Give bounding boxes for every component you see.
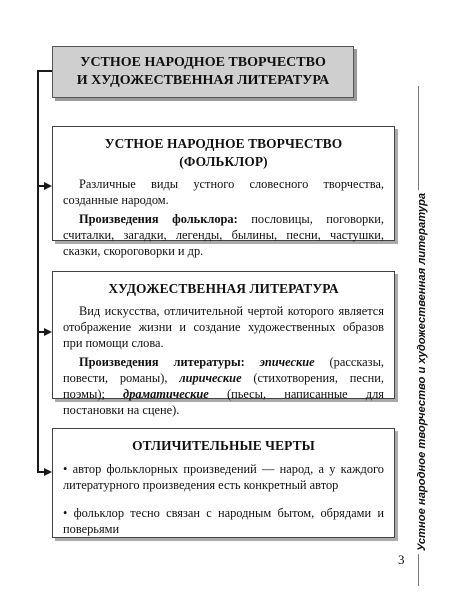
feature-item-author: • автор фольклорных произведений — народ, а у каждого литературного произведения есть конкретный автор (63, 462, 384, 492)
features-title: ОТЛИЧИТЕЛЬНЫЕ ЧЕРТЫ (132, 438, 315, 453)
arrow-to-folklore (44, 182, 52, 190)
connector-to-header (37, 70, 52, 72)
epic-text: (рассказы, повести, романы), (63, 355, 384, 385)
side-running-title: Устное народное творчество и художественная литература (416, 190, 428, 554)
feature-item-folk-life: • фольклор тесно связан с народным бытом, обрядами и поверьями (63, 506, 384, 536)
folklore-works-label: Произведения фольклора: (79, 212, 238, 226)
lyric-text: (стихотворения, песни, поэмы); (63, 371, 384, 401)
drama-text: (пьесы, написанные для постановки на сцене). (63, 387, 384, 417)
arrow-to-literature (44, 328, 52, 336)
literature-title: ХУДОЖЕСТВЕННАЯ ЛИТЕРАТУРА (108, 281, 339, 296)
arrow-to-features (44, 468, 52, 476)
lyric-label: лирические (179, 371, 242, 385)
header-line-2: И ХУДОЖЕСТВЕННАЯ ЛИТЕРАТУРА (76, 73, 330, 88)
literature-works-label: Произведения литературы: (79, 355, 245, 369)
drama-label: драматические (123, 387, 209, 401)
features-box (52, 428, 395, 538)
folklore-title: УСТНОЕ НАРОДНОЕ ТВОРЧЕСТВО (ФОЛЬКЛОР) (104, 136, 343, 169)
epic-label: эпические (259, 355, 315, 369)
page-number: 3 (398, 552, 405, 567)
header-line-1: УСТНОЕ НАРОДНОЕ ТВОРЧЕСТВО (80, 55, 326, 70)
literature-definition: Вид искусства, отличительной чертой которого является отображение жизни и создание художественных образов при помощи слова. (63, 304, 384, 350)
connector-vertical (37, 70, 39, 472)
header-box (52, 46, 354, 98)
folklore-works-text: пословицы, поговорки, считалки, загадки, легенды, былины, песни, частушки, сказки, скороговорки и др. (63, 212, 384, 258)
folklore-definition: Различные виды устного словесного творчества, созданные народом. (63, 177, 384, 207)
folklore-box (52, 126, 395, 258)
literature-works (63, 354, 384, 418)
folklore-works (63, 211, 384, 259)
literature-box (52, 271, 395, 417)
